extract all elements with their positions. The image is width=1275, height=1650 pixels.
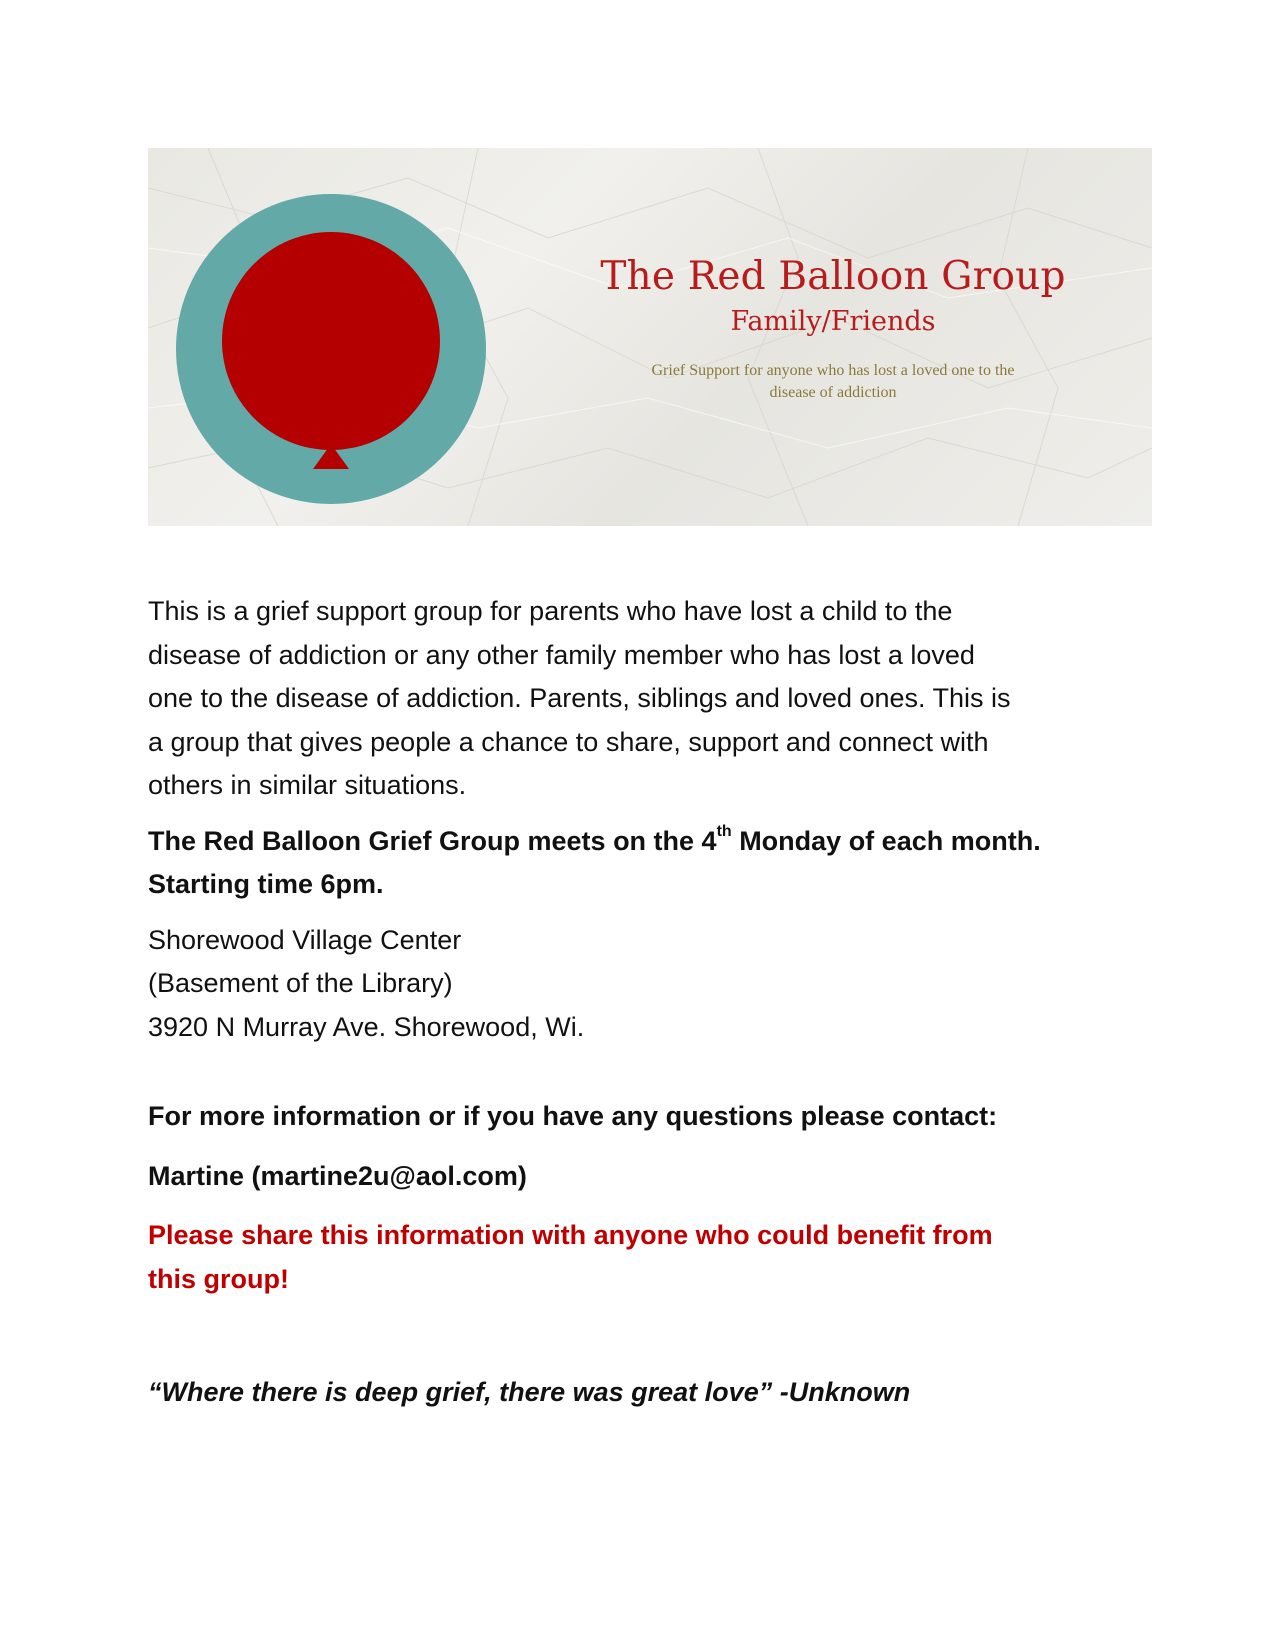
intro-line: disease of addiction or any other family member who has lost a loved — [148, 639, 975, 670]
location-block — [148, 919, 1158, 1050]
share-line-1: Please share this information with anyone who could benefit from — [148, 1220, 993, 1250]
location-address: 3920 N Murray Ave. Shorewood, Wi. — [148, 1011, 585, 1042]
meeting-text: The Red Balloon Grief Group meets on the 4 — [148, 825, 717, 856]
red-balloon-logo — [176, 194, 486, 504]
closing-quote: “Where there is deep grief, there was great love” -Unknown — [148, 1377, 911, 1407]
meeting-text-end: Monday of each month. — [731, 825, 1041, 856]
location-detail: (Basement of the Library) — [148, 968, 453, 998]
contact-question: For more information or if you have any questions please contact: — [148, 1101, 998, 1131]
contact-person: Martine (martine2u@aol.com) — [148, 1160, 527, 1191]
intro-line: others in similar situations. — [148, 770, 467, 800]
location-name: Shorewood Village Center — [148, 924, 462, 955]
flyer-body — [148, 590, 1158, 1415]
banner-tagline — [548, 360, 1118, 404]
banner-title: The Red Balloon Group — [600, 254, 1066, 299]
banner-subtitle: Family/Friends — [730, 306, 936, 337]
meeting-info — [148, 820, 1158, 907]
meeting-time: Starting time 6pm. — [148, 869, 384, 899]
intro-paragraph — [148, 590, 1158, 808]
header-banner — [148, 148, 1152, 526]
share-line-2: this group! — [148, 1263, 289, 1294]
balloon-body — [222, 232, 440, 450]
intro-line: a group that gives people a chance to share, support and connect with — [148, 726, 989, 757]
ordinal-suffix: th — [716, 822, 732, 840]
tagline-line-2: disease of addiction — [769, 384, 897, 401]
share-message — [148, 1214, 1158, 1301]
tagline-line-1: Grief Support for anyone who has lost a loved one to the — [651, 362, 1015, 379]
intro-line: This is a grief support group for parents who have lost a child to the — [148, 596, 953, 626]
intro-line: one to the disease of addiction. Parents, siblings and loved ones. This is — [148, 683, 1011, 713]
